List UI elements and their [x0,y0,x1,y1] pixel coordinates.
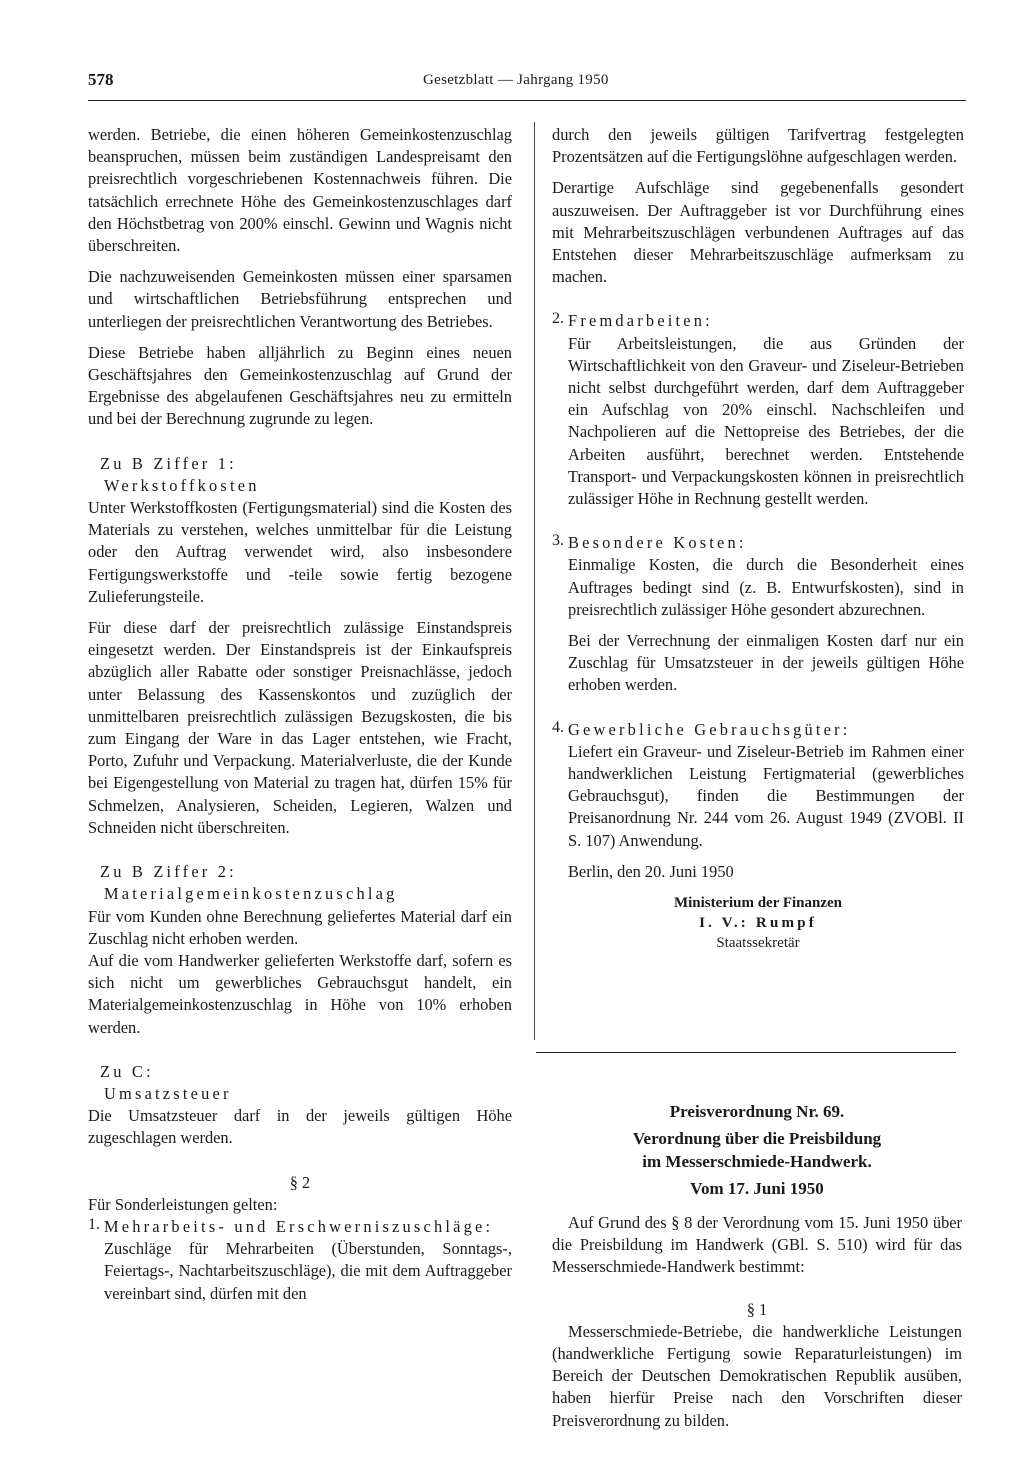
column-divider [534,122,535,1040]
paragraph: Diese Betriebe haben alljährlich zu Beginn eines neuen Geschäftsjahres den Gemeinkostenzuschlag auf Grund der Ergebnisse des abgelaufenen Geschäftsjahres neu zu ermitteln und bei der Berechnung zugrunde zu legen. [88,342,512,429]
paragraph: Einmalige Kosten, die durch die Besonderheit eines Auftrages bedingt sind (z. B. Entwurfskosten), sind in preisrechtlich zulässiger Höhe gesondert abzurechnen. [568,555,964,619]
paragraph: Auf die vom Handwerker gelieferten Werkstoffe darf, sofern es sich nicht um gewerbliches Gebrauchsgut handelt, ein Materialgemeinkostenzuschlag in Höhe von 10% erhoben werden. [88,950,512,1037]
right-column [552,124,964,953]
paragraph: Unter Werkstoffkosten (Fertigungsmaterial) sind die Kosten des Materials zu verstehen, welches unmittelbar für die Leistung oder den Auftrag verwendet wird, also insbesondere Fertigungswerkstoffe und -teile sowie fertig bezogene Zulieferungsteile. [88,498,512,606]
list-heading: Fremdarbeiten: [568,311,713,331]
left-column [88,124,512,1305]
list-item-heading [552,719,964,741]
paragraph: werden. Betriebe, die einen höheren Gemeinkostenzuschlag beanspruchen, müssen beim zuständigen Landespreisamt den preisrechtlich vorgeschriebenen Kostennachweis führen. Die tatsächlich errechnete Höhe des Gemeinkostenzuschlages darf den Höchstbetrag von 200% einschl. Gewinn und Wagnis nicht überschreiten. [88,125,512,256]
list-item-heading [552,310,964,332]
section-mark: § 1 [746,1299,768,1319]
signer-title: Staatssekretär [716,935,800,952]
paragraph: Zuschläge für Mehrarbeiten (Überstunden, Sonntags-, Feiertags-, Nachtarbeitszuschläge), die mit dem Auftraggeber vereinbart sind, dürfen mit den [104,1239,512,1303]
ordinance-section [552,1100,962,1432]
paragraph: Bei der Verrechnung der einmaligen Kosten darf nur ein Zuschlag für Umsatzsteuer in der jeweils gültigen Höhe erhoben werden. [568,631,964,695]
ordinance-title: Verordnung über die Preisbildung [632,1129,882,1148]
list-number: 2. [552,310,564,328]
paragraph: durch den jeweils gültigen Tarifvertrag festgelegten Prozentsätzen auf die Fertigungslöhne aufgeschlagen werden. [552,125,964,167]
paragraph: Für diese darf der preisrechtlich zulässige Einstandspreis eingesetzt werden. Der Einstandspreis ist der Einkaufspreis abzüglich aller Rabatte oder sonstiger Preisnachlässe, jedoch unter Belassung des Kassenskontos und zuzüglich der unmittelbaren preisrechtlich zulässigen Bezugskosten, die bis zum Eingang der Ware in das Lager entstehen, wie Fracht, Porto, Zufuhr und Verpackung. Materialverluste, die der Kunde bei Eigengestellung von Material zu tragen hat, dürfen 15% für Schmelzen, Analysieren, Scheiden, Legieren, Walzen und Schneiden nicht überschreiten. [88,618,512,837]
section-heading: Zu B Ziffer 2: [100,862,237,882]
list-number: 3. [552,532,564,550]
page-number: 578 [88,70,114,89]
paragraph: Die nachzuweisenden Gemeinkosten müssen einer sparsamen und wirtschaftlichen Betriebsführung entsprechen und unterliegen der preisrechtlichen Verantwortung des Betriebes. [88,267,512,331]
section-heading: Zu B Ziffer 1: [100,453,237,473]
list-number: 1. [88,1215,100,1233]
page-header [88,68,966,101]
paragraph: Liefert ein Graveur- und Ziseleur-Betrieb im Rahmen einer handwerklichen Leistung Fertigmaterial (gewerbliches Gebrauchsgut), finden die Bestimmungen der Preisanordnung Nr. 244 vom 26. August 1949 (ZVOBl. II S. 107) Anwendung. [568,741,964,850]
list-heading: Gewerbliche Gebrauchsgüter: [568,719,851,739]
section-subheading: Werkstoffkosten [104,475,260,495]
ordinance-number: Preisverordnung Nr. 69. [669,1102,845,1121]
paragraph: Für vom Kunden ohne Berechnung geliefertes Material darf ein Zuschlag nicht erhoben werden. [88,906,512,948]
paragraph: Für Arbeitsleistungen, die aus Gründen der Wirtschaftlichkeit von den Graveur- und Ziseleur-Betrieben nicht selbst durchgeführt werden, darf dem Auftraggeber ein Aufschlag von 20% einschl. Nachschleifen und Nachpolieren auf die Nettopreise des Betriebes, der die Arbeiten ausführt, berechnet werden. Entstehende Transport- und Verpackungskosten können in preisrechtlich zulässiger Höhe in Rechnung gestellt werden. [568,333,964,509]
paragraph: Derartige Aufschläge sind gegebenenfalls gesondert auszuweisen. Der Auftraggeber ist vor Durchführung eines mit Mehrarbeitszuschlägen verbundenen Auftrages auf das Entstehen dieser Mehrarbeitszuschläge aufmerksam zu machen. [552,178,964,287]
list-item-heading [552,532,964,554]
section-subheading: Materialgemeinkostenzuschlag [104,884,398,904]
list-number: 4. [552,718,564,736]
signer-name: I. V.: Rumpf [699,915,817,932]
list-heading: Mehrarbeits- und Erschwerniszuschläge: [104,1216,494,1236]
section-rule [536,1052,956,1053]
section-heading: Zu C: [100,1061,154,1081]
ordinance-date: Vom 17. Juni 1950 [690,1179,824,1198]
ordinance-title: im Messerschmiede-Handwerk. [642,1152,872,1171]
list-item-heading [88,1216,512,1238]
section-mark: § 2 [289,1172,311,1192]
section-subheading: Umsatzsteuer [104,1083,232,1103]
list-heading: Besondere Kosten: [568,533,747,553]
paragraph: Die Umsatzsteuer darf in der jeweils gültigen Höhe zugeschlagen werden. [88,1106,512,1148]
paragraph: Auf Grund des § 8 der Verordnung vom 15. Juni 1950 über die Preisbildung im Handwerk (GBl. S. 510) wird für das Messerschmiede-Handwerk bestimmt: [552,1213,962,1277]
ministry-name: Ministerium der Finanzen [673,895,843,912]
running-title: Gesetzblatt — Jahrgang 1950 [423,72,609,88]
place-date: Berlin, den 20. Juni 1950 [568,861,734,881]
paragraph: Messerschmiede-Betriebe, die handwerkliche Leistungen (handwerkliche Fertigung sowie Reparaturleistungen) im Bereich der Deutschen Demokratischen Republik ausüben, haben hierfür Preise nach den Vorschriften dieser Preisverordnung zu bilden. [552,1321,962,1430]
paragraph: Für Sonderleistungen gelten: [88,1194,278,1214]
